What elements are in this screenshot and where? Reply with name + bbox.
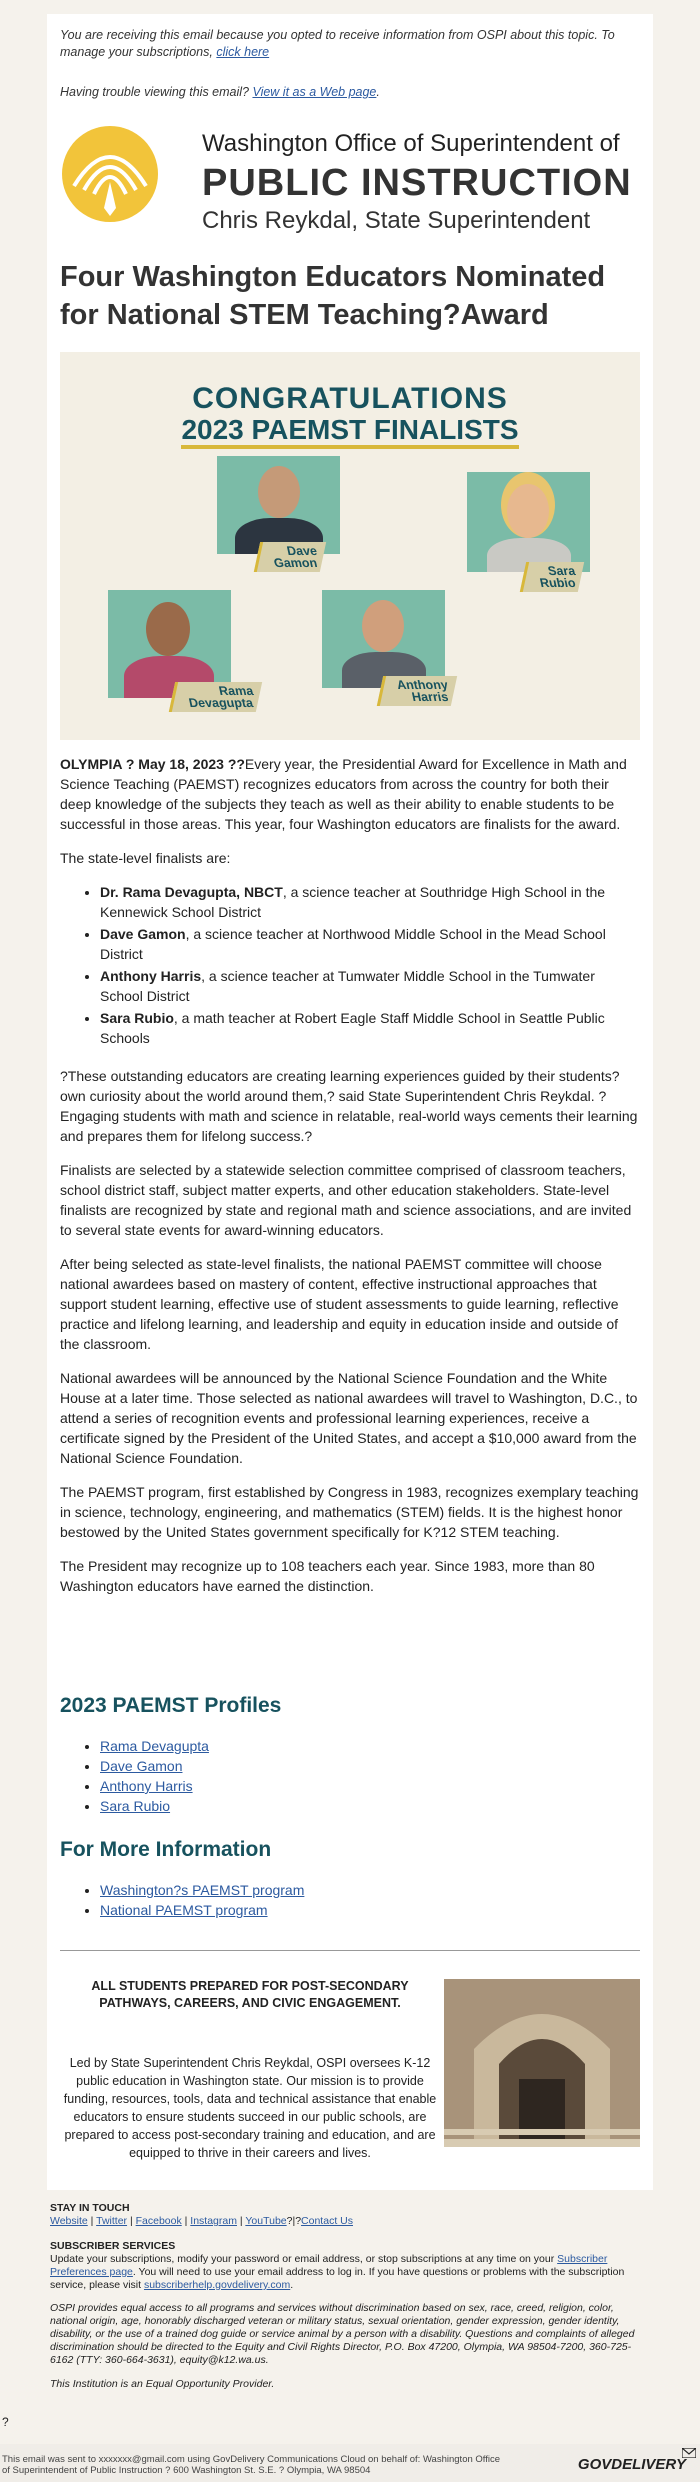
ospi-logo-icon [60,124,160,224]
contact-us-link[interactable]: Contact Us [301,2215,353,2227]
person-head [362,600,404,652]
national-paragraph: After being selected as state-level finalists, the national PAEMST committee will choose national awardees based on mastery of content, effective instructional approaches that support student learning, effective use of student assessments to guide learning, reflective practice and lifelong learning, and leadership and equity in education inside and outside of the classroom. [60,1256,619,1352]
org-superintendent: Chris Reykdal, State Superintendent [202,207,591,234]
finalists-list [60,882,640,1048]
list-item [100,1900,304,1920]
building-photo [444,1979,640,2147]
finalists-intro: The state-level finalists are: [60,850,231,866]
list-item: • Dave Gamon, a science teacher at Northwood Middle School in the Mead School District [100,924,640,964]
profiles-list [60,1736,209,1816]
profile-link-dave[interactable]: Dave Gamon [100,1758,183,1774]
subscriber-preferences-link[interactable]: Subscriber Preferences page [50,2253,608,2278]
preheader-subscription: You are receiving this email because you opted to receive information from OSPI about this topic. To manage your subscriptions, click here [60,28,615,59]
more-info-list [60,1880,304,1920]
view-as-web-page-link[interactable]: View it as a Web page [252,85,377,99]
sent-to-text: This email was sent to xxxxxxx@gmail.com using GovDelivery Communications Cloud on behalf of: Washington Office of Superintendent of Public Instruction ? 600 Washington St. S.E. ? Olympia, WA 98504 [2,2454,501,2476]
list-item [100,1756,209,1776]
stay-in-touch-heading: STAY IN TOUCH [50,2202,130,2214]
article-headline: Four Washington Educators Nominated for National STEM Teaching?Award [60,261,606,331]
stray-mark: ? [2,2415,9,2429]
article-body [60,754,640,1610]
photo-sara-rubio [467,472,590,572]
profile-link-anthony[interactable]: Anthony Harris [100,1778,193,1794]
profiles-heading: 2023 PAEMST Profiles [60,1694,282,1717]
name-tag-dave-gamon: Dave Gamon [254,542,326,572]
instagram-link[interactable]: Instagram [190,2215,237,2227]
person-head [507,484,549,538]
org-name-line1: Washington Office of Superintendent of [202,130,620,157]
org-name-line2: PUBLIC INSTRUCTION [202,162,632,204]
subscriber-heading: SUBSCRIBER SERVICES [50,2240,176,2252]
youtube-link[interactable]: YouTube [245,2215,287,2227]
name-tag-anthony-harris: Anthony Harris [377,676,457,706]
subscriber-help-link[interactable]: subscriberhelp.govdelivery.com [143,2279,291,2291]
quote-paragraph: ?These outstanding educators are creating learning experiences guided by their students? own curiosity about the world around them,? said State Superintendent Chris Reykdal. ?Engaging students with math and science in relatable, real-world ways cements their learning and prepares them for lifelong success.? [60,1068,638,1144]
govdelivery-footer [0,2444,700,2482]
wa-paemst-link[interactable]: Washington?s PAEMST program [100,1882,305,1898]
program-paragraph: The PAEMST program, first established by Congress in 1983, recognizes exemplary teaching in science, technology, engineering, and mathematics (STEM) fields. It is the highest honor bestowed by the United States government specifically for K?12 STEM teaching. [60,1484,639,1540]
nondiscrimination-statement: OSPI provides equal access to all programs and services without discrimination based on sex, race, creed, religion, color, national origin, age, honorably discharged veteran or military status, sexual orientation, gender expression, gender identity, disability, or the use of a trained dog guide or service animal by a person with a disability. Questions and complaints of alleged discrimination should be directed to the Equity and Civil Rights Director, P.O. Box 47200, Olympia, WA 98504-7200, 360-725-6162 (TTY: 360-664-3631), equity@k12.wa.us. [50,2302,635,2366]
stay-in-touch: STAY IN TOUCH Website | Twitter | Facebook | Instagram | YouTube?|?Contact Us [50,2202,353,2227]
name-tag-rama-devagupta: Rama Devagupta [169,682,262,712]
click-here-link[interactable]: click here [216,45,270,59]
person-head [146,602,190,656]
list-item [100,1796,209,1816]
mission-heading: ALL STUDENTS PREPARED FOR POST-SECONDARY PATHWAYS, CAREERS, AND CIVIC ENGAGEMENT. [91,1979,409,2010]
facebook-link[interactable]: Facebook [135,2215,182,2227]
mission-body: Led by State Superintendent Chris Reykdal, OSPI oversees K-12 public education in Washington state. Our mission is to provide funding, resources, tools, data and technical assistance that enable educators to ensure students succeed in our public schools, are prepared to access post-secondary training and education, and are equipped to thrive in their careers and lives. [63,2056,437,2160]
divider [60,1950,640,1951]
list-item [100,1880,304,1900]
twitter-link[interactable]: Twitter [96,2215,128,2227]
selection-paragraph: Finalists are selected by a statewide selection committee comprised of classroom teachers, school district staff, subject matter experts, and other education stakeholders. State-level finalists are recognized by state and regional math and science associations, and are invited to several state events for award-winning educators. [60,1162,632,1238]
list-item: • Sara Rubio, a math teacher at Robert Eagle Staff Middle School in Seattle Public Schools [100,1008,640,1048]
person-head [258,466,300,518]
banner-title: CONGRATULATIONS [192,382,508,415]
president-paragraph: The President may recognize up to 108 teachers each year. Since 1983, more than 80 Washington educators have earned the distinction. [60,1558,595,1594]
list-item [100,1776,209,1796]
banner-subtitle: 2023 PAEMST FINALISTS [60,414,640,446]
profile-link-sara[interactable]: Sara Rubio [100,1798,171,1814]
more-info-heading: For More Information [60,1838,272,1861]
building-icon [444,1979,640,2147]
website-link[interactable]: Website [50,2215,88,2227]
preheader-webview: Having trouble viewing this email? View it as a Web page. [60,85,380,99]
profile-link-rama[interactable]: Rama Devagupta [100,1738,209,1754]
list-item [100,1736,209,1756]
dateline: OLYMPIA ? May 18, 2023 ?? [60,756,245,772]
list-item: • Dr. Rama Devagupta, NBCT, a science teacher at Southridge High School in the Kennewick School District [100,882,640,922]
eoe-statement: This Institution is an Equal Opportunity Provider. [50,2378,275,2390]
photo-anthony-harris [322,590,445,688]
national-paemst-link[interactable]: National PAEMST program [100,1902,268,1918]
photo-dave-gamon [217,456,340,554]
intro-paragraph: OLYMPIA ? May 18, 2023 ??Every year, the Presidential Award for Excellence in Math and Science Teaching (PAEMST) recognizes educators from across the country for both their deep knowledge of the subjects they teach as well as their ability to enable students to be successful in those areas. This year, four Washington educators are finalists for the award. [60,756,627,832]
envelope-icon [682,2448,696,2458]
subscriber-services: SUBSCRIBER SERVICES Update your subscriptions, modify your password or email address, or stop subscriptions at any time on your Subscriber Preferences page. You will need to use your email address to log in. If you have questions or problems with the subscription service, please visit subscriberhelp.govdelivery.com. [50,2240,625,2291]
name-tag-sara-rubio: Sara Rubio [520,562,585,592]
list-item: • Anthony Harris, a science teacher at Tumwater Middle School in the Tumwater School District [100,966,640,1006]
awardees-paragraph: National awardees will be announced by the National Science Foundation and the White House at a later time. Those selected as national awardees will travel to Washington, D.C., to attend a series of recognition events and professional learning experiences, receive a certificate signed by the President of the United States, and accept a $10,000 award from the National Science Foundation. [60,1370,638,1466]
govdelivery-logo: GOVDELIVERY [577,2456,686,2473]
finalists-banner [60,352,640,740]
